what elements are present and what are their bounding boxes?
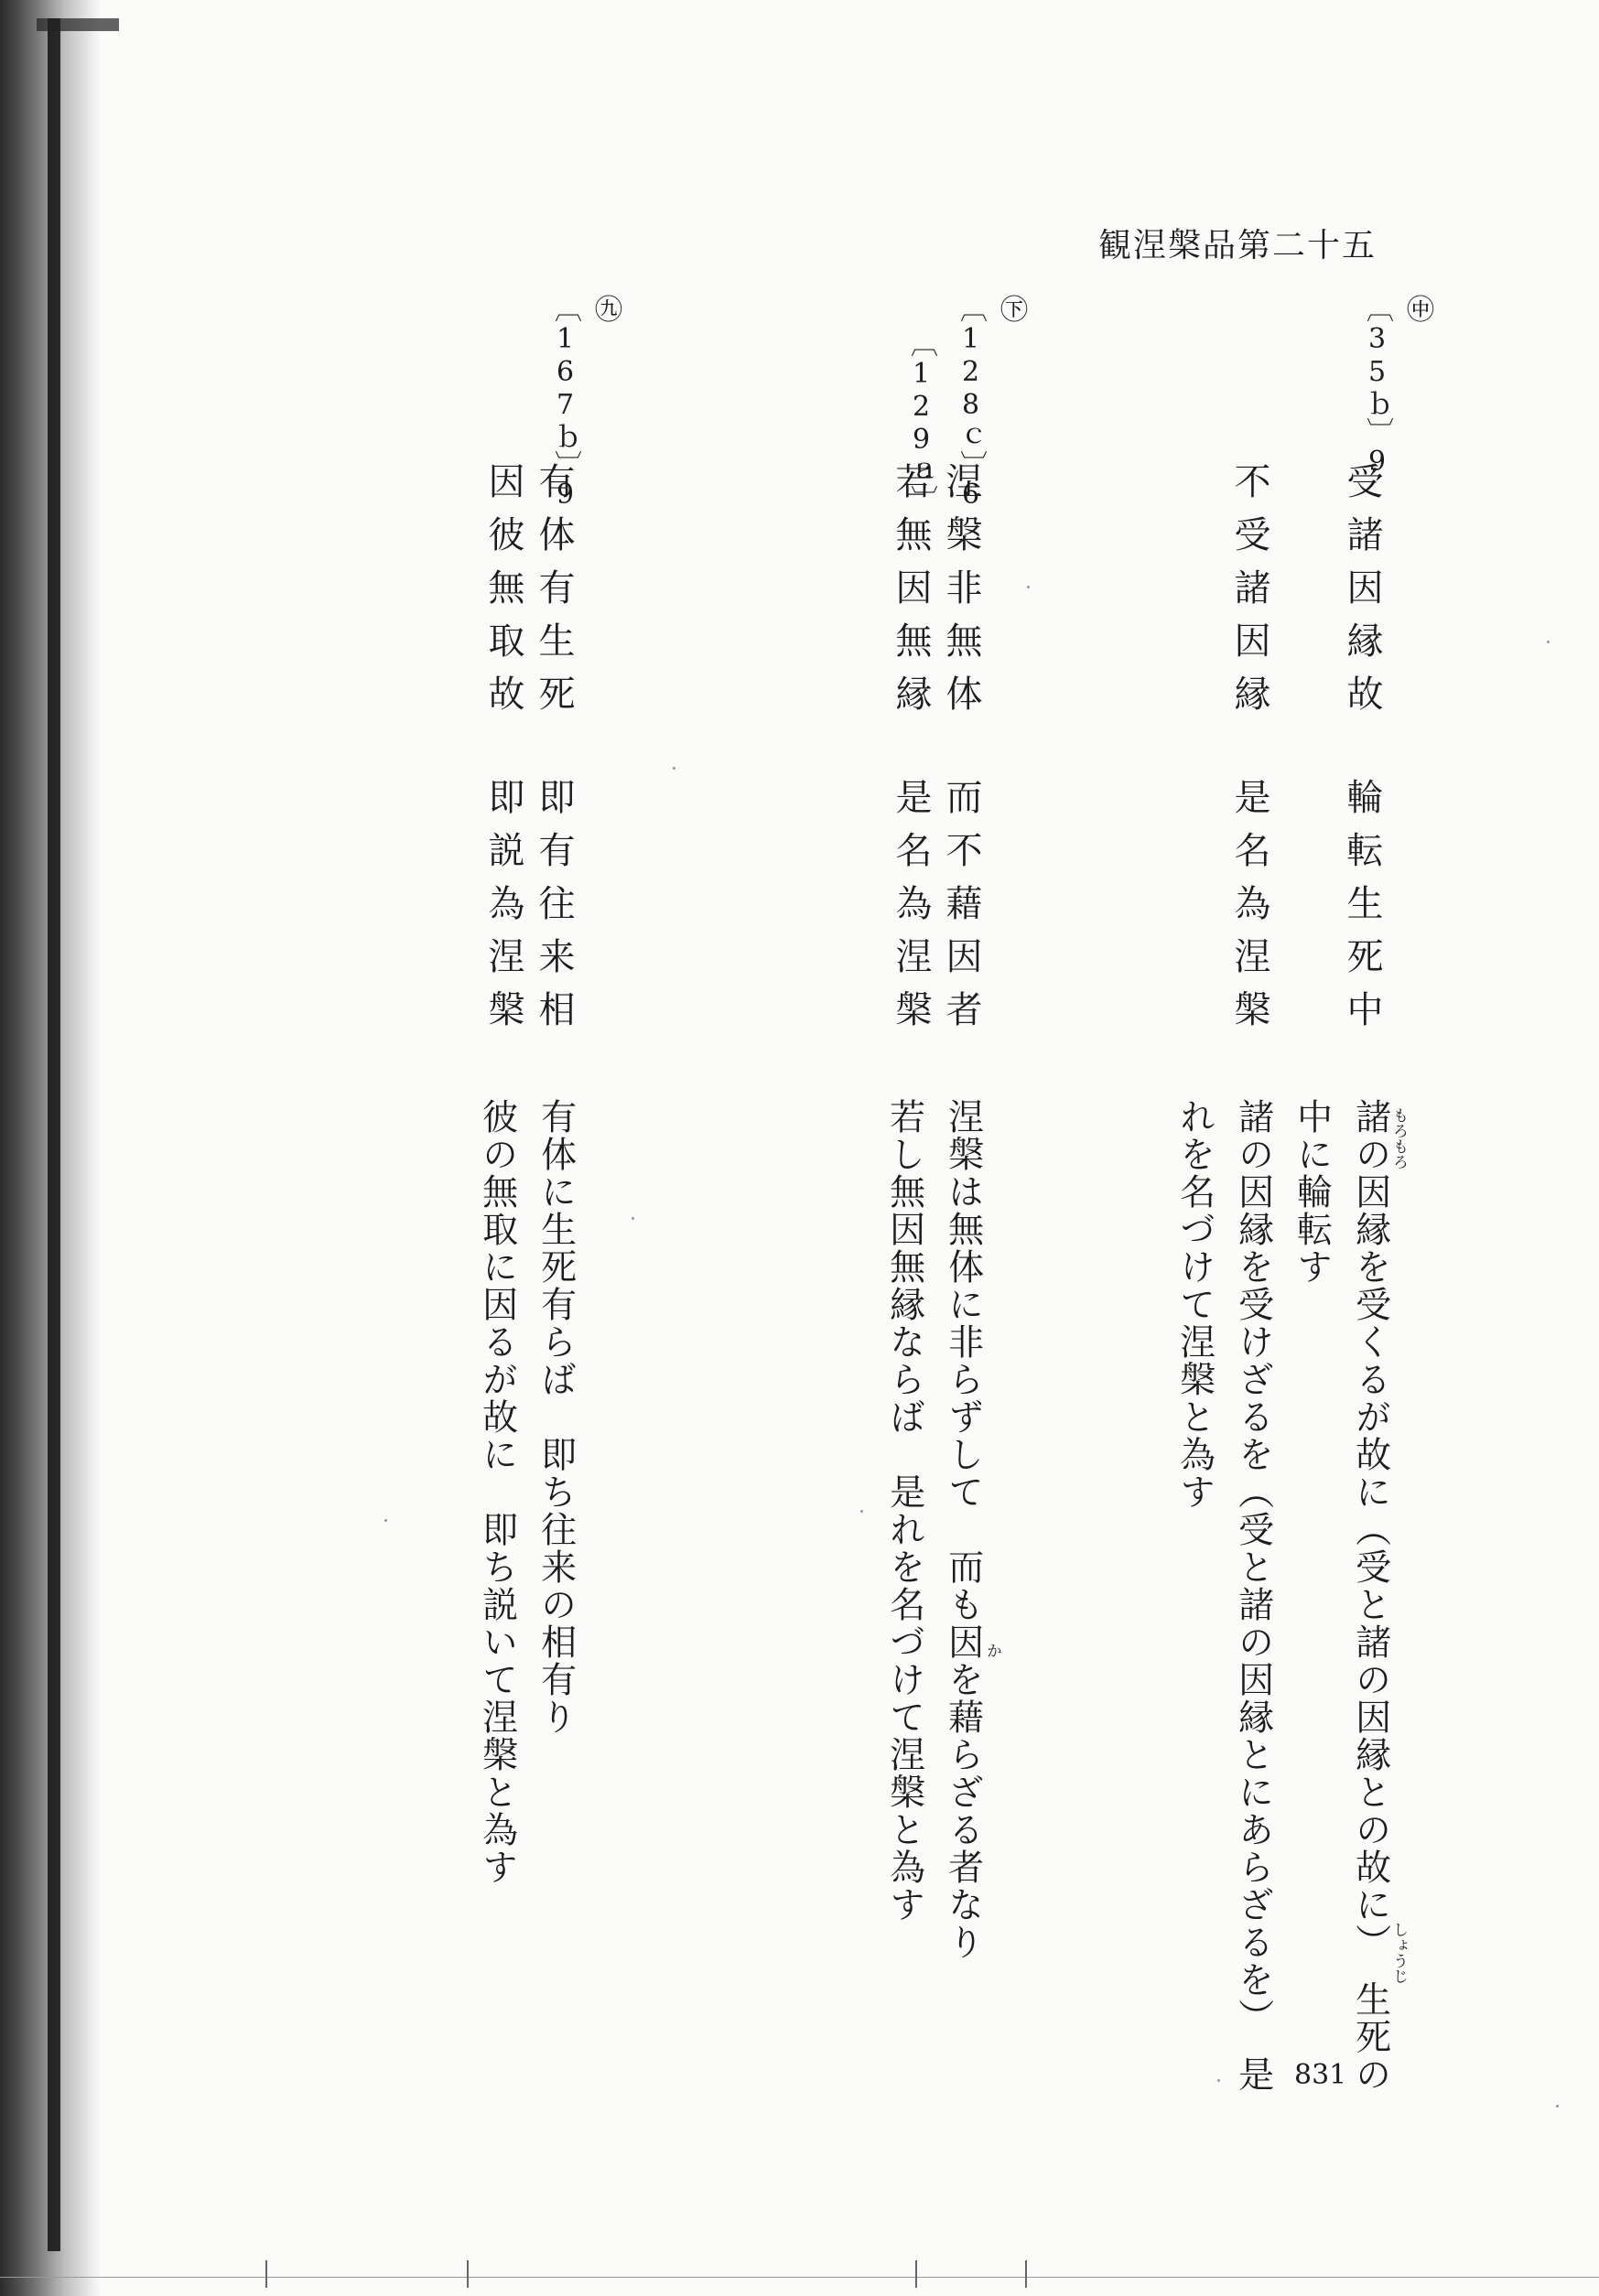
verse-line: 有体有生死即有往来相 <box>533 462 575 1043</box>
scan-speck <box>673 767 675 770</box>
scan-speck <box>632 1217 634 1220</box>
verse-line: 若無因無縁是名為涅槃 <box>890 462 932 1043</box>
translation-line: 若し無因無縁ならば 是れを名づけて涅槃と為す <box>883 1098 925 1924</box>
scan-edge-tick <box>265 2260 267 2288</box>
scan-speck <box>860 1510 863 1513</box>
translation-line: 涅槃は無体に非らずして 而も因を藉らざる者なり <box>942 1098 984 1961</box>
verse-line: 不受諸因縁是名為涅槃 <box>1228 462 1270 1043</box>
translation-line: 彼の無取に因るが故に 即ち説いて涅槃と為す <box>476 1098 518 1886</box>
scan-edge-tick <box>467 2260 469 2288</box>
ruby-annotation: しょうじ <box>1389 1922 1408 1984</box>
verse-line: 涅槃非無体而不藉因者 <box>940 462 982 1043</box>
verse-line: 受諸因縁故輪転生死中 <box>1341 462 1383 1043</box>
scan-speck <box>384 1519 387 1522</box>
scan-speck <box>1556 2105 1559 2107</box>
translation-line: 諸の因縁を受けざるを（受と諸の因縁とにあらざるを） 是 <box>1232 1098 1274 2094</box>
scan-speck <box>1547 641 1550 643</box>
scan-edge-tick <box>1025 2260 1027 2288</box>
scan-speck <box>1027 586 1030 588</box>
page-number: 831 <box>1294 2059 1347 2091</box>
verse-ref: ㊥ 〔35ｂ〕9 <box>1361 295 1433 479</box>
scan-edge-tick <box>915 2260 917 2288</box>
verse-ref: ㊦ 〔128ｃ〕6 <box>955 295 1027 512</box>
translation-line: 諸の因縁を受くるが故に（受と諸の因縁との故に） 生死の <box>1349 1098 1391 2094</box>
verse-ref: ㊈ 〔167ｂ〕9 <box>549 295 621 512</box>
ruby-annotation: か <box>983 1643 1001 1658</box>
binding-spine <box>48 18 60 2251</box>
verse-line: 因彼無取故即説為涅槃 <box>482 462 524 1043</box>
scan-edge-line <box>0 2277 1599 2278</box>
verse-ref-secondary: 〔129ａ〕 <box>905 329 937 513</box>
translation-line: 有体に生死有らば 即ち往来の相有り <box>535 1098 577 1736</box>
translation-line: れを名づけて涅槃と為す <box>1173 1098 1215 1511</box>
ruby-annotation: もろもろ <box>1389 1107 1408 1170</box>
binding-flare <box>37 18 119 31</box>
running-head: 観涅槃品第二十五 <box>1098 227 1378 264</box>
translation-line: 中に輪転す <box>1291 1098 1333 1286</box>
scan-speck <box>1217 2079 1220 2082</box>
